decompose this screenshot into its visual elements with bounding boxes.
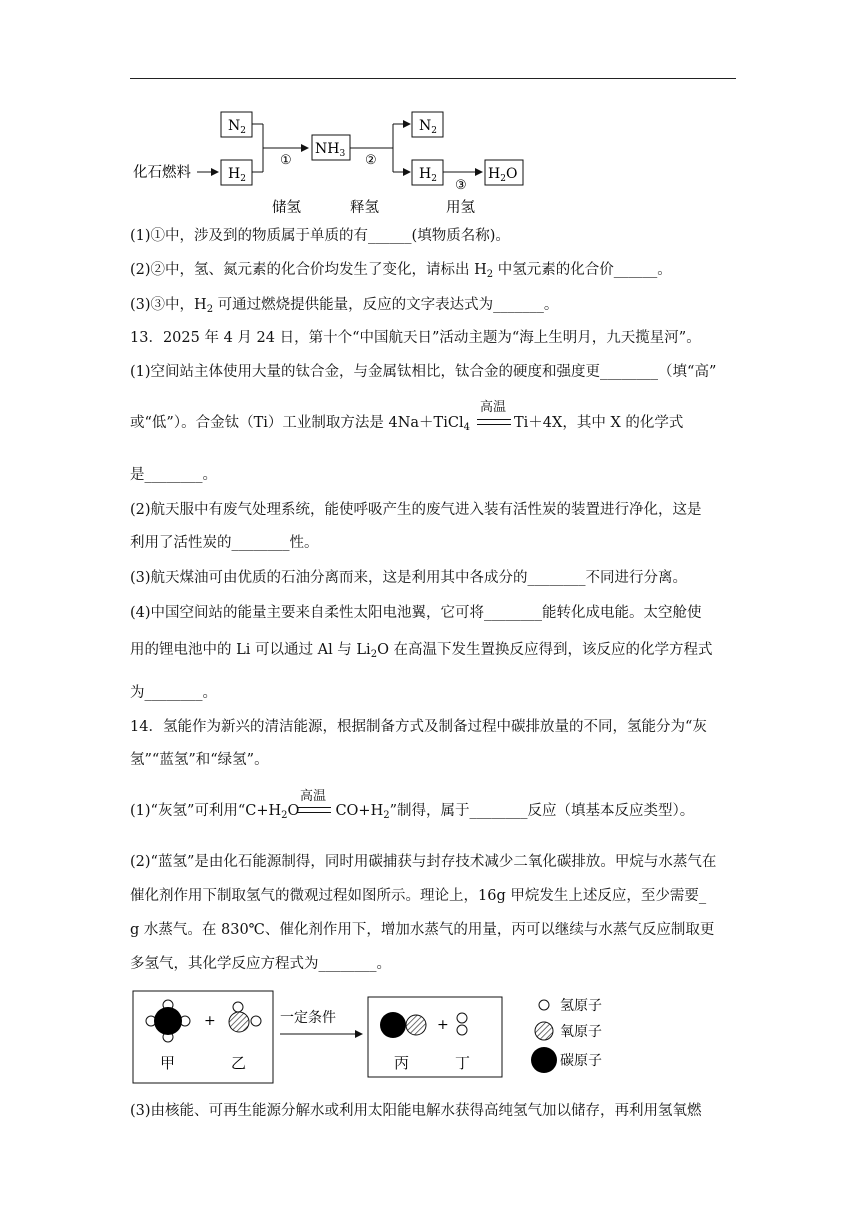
plus-sign-right: + xyxy=(437,1017,449,1033)
n2-right-text: $N_2$ xyxy=(419,118,437,136)
hydrogen-flow-diagram xyxy=(125,100,545,220)
q12-part1: (1)①中，涉及到的物质属于单质的有______(填物质名称)。 xyxy=(130,228,510,244)
label-jia: 甲 xyxy=(160,1054,176,1072)
legend xyxy=(531,998,602,1073)
q13-part1-line2-rest: Ti＋4X，其中 X 的化学式 xyxy=(514,415,684,431)
condition-label: 一定条件 xyxy=(280,1010,336,1026)
store-label: 储氢 xyxy=(272,200,301,216)
step1-label: ① xyxy=(280,153,292,168)
nh3-text: $NH_3$ xyxy=(315,141,346,159)
label-bing: 丙 xyxy=(394,1054,410,1072)
methane-molecule xyxy=(146,1000,190,1042)
q13-equal-sign xyxy=(477,419,511,425)
legend-oxygen: 氧原子 xyxy=(560,1024,602,1040)
step2-label: ② xyxy=(365,153,377,168)
reactants-box xyxy=(133,991,273,1083)
q12-part3: (3)③中，$H_2$ 可通过燃烧提供能量，反应的文字表达式为_______。 xyxy=(130,297,559,315)
q14-part2-line3: g 水蒸气。在 830℃、催化剂作用下，增加水蒸气的用量，丙可以继续与水蒸气反应制取更 xyxy=(130,922,715,938)
q14-part3: (3)由核能、可再生能源分解水或利用太阳能电解水获得高纯氢气加以储存，再利用氢氧燃 xyxy=(130,1103,702,1119)
q13-part1-line2: 或“低”）。合金钛（Ti）工业制取方法是 4Na＋TiCl$_4$ xyxy=(130,415,470,433)
legend-carbon: 碳原子 xyxy=(560,1053,602,1069)
q14-part2-line1: (2)“蓝氢”是由化石能源制得，同时用碳捕获与封存技术减少二氧化碳排放。甲烷与水蒸气在 xyxy=(130,854,717,870)
n2-left-text: $N_2$ xyxy=(228,118,246,136)
hydrogen-molecule xyxy=(457,1013,467,1035)
q13-part4-line3: 为________。 xyxy=(130,685,217,701)
label-yi: 乙 xyxy=(231,1054,247,1072)
h2o-text: $H_2O$ xyxy=(488,166,518,184)
h2-left-text: $H_2$ xyxy=(228,166,246,184)
q12-part2: (2)②中，氢、氮元素的化合价均发生了变化，请标出 $H_2$ 中氢元素的化合价______。 xyxy=(130,262,672,280)
label-ding: 丁 xyxy=(455,1054,471,1072)
release-label: 释氢 xyxy=(350,200,379,216)
plus-sign-left: + xyxy=(204,1013,216,1029)
q13-condition: 高温 xyxy=(480,400,507,415)
fossil-fuel-label: 化石燃料 xyxy=(133,165,191,181)
methane-steam-reaction-diagram xyxy=(130,985,650,1090)
q13-part2-line1: (2)航天服中有废气处理系统，能使呼吸产生的废气进入装有活性炭的装置进行净化，这是 xyxy=(130,502,702,518)
water-molecule xyxy=(229,1002,261,1032)
q14-intro-line1: 14．氢能作为新兴的清洁能源，根据制备方式及制备过程中碳排放量的不同，氢能分为“灰 xyxy=(130,719,707,735)
q14-part1: (1)“灰氢”可利用“$C+H_2O$ $CO+H_2$”制得，属于________反应（填基本反应类型）。 xyxy=(130,803,695,821)
carbon-monoxide-molecule xyxy=(380,1012,426,1038)
step3-label: ③ xyxy=(455,178,467,193)
h2-right-text: $H_2$ xyxy=(419,166,437,184)
q13-part3: (3)航天煤油可由优质的石油分离而来，这是利用其中各成分的________不同进行分离。 xyxy=(130,570,688,586)
q13-part4-line2: 用的锂电池中的 Li 可以通过 Al 与 $Li_2O$ 在高温下发生置换反应得到，该反应的化学方程式 xyxy=(130,642,713,660)
use-label: 用氢 xyxy=(446,200,475,216)
header-rule xyxy=(130,78,736,79)
q13-part1-line1: (1)空间站主体使用大量的钛合金，与金属钛相比，钛合金的硬度和强度更________（填“高” xyxy=(130,364,717,380)
q13-intro: 13．2025 年 4 月 24 日，第十个“中国航天日”活动主题为“海上生明月，九天揽星河”。 xyxy=(130,330,701,346)
q14-part2-line2: 催化剂作用下制取氢气的微观过程如图所示。理论上，16g 甲烷发生上述反应，至少需要_ xyxy=(130,888,707,904)
q13-part1-line3: 是________。 xyxy=(130,467,217,483)
q13-part2-line2: 利用了活性炭的________性。 xyxy=(130,535,319,551)
q13-part4-line1: (4)中国空间站的能量主要来自柔性太阳电池翼，它可将________能转化成电能。太空舱使 xyxy=(130,605,702,621)
q14-part2-line4: 多氢气，其化学反应方程式为________。 xyxy=(130,956,391,972)
q14-intro-line2: 氢”“蓝氢”和“绿氢”。 xyxy=(130,752,269,768)
q14-equal-sign xyxy=(297,807,331,813)
q14-condition: 高温 xyxy=(300,789,327,804)
legend-hydrogen: 氢原子 xyxy=(560,998,602,1014)
